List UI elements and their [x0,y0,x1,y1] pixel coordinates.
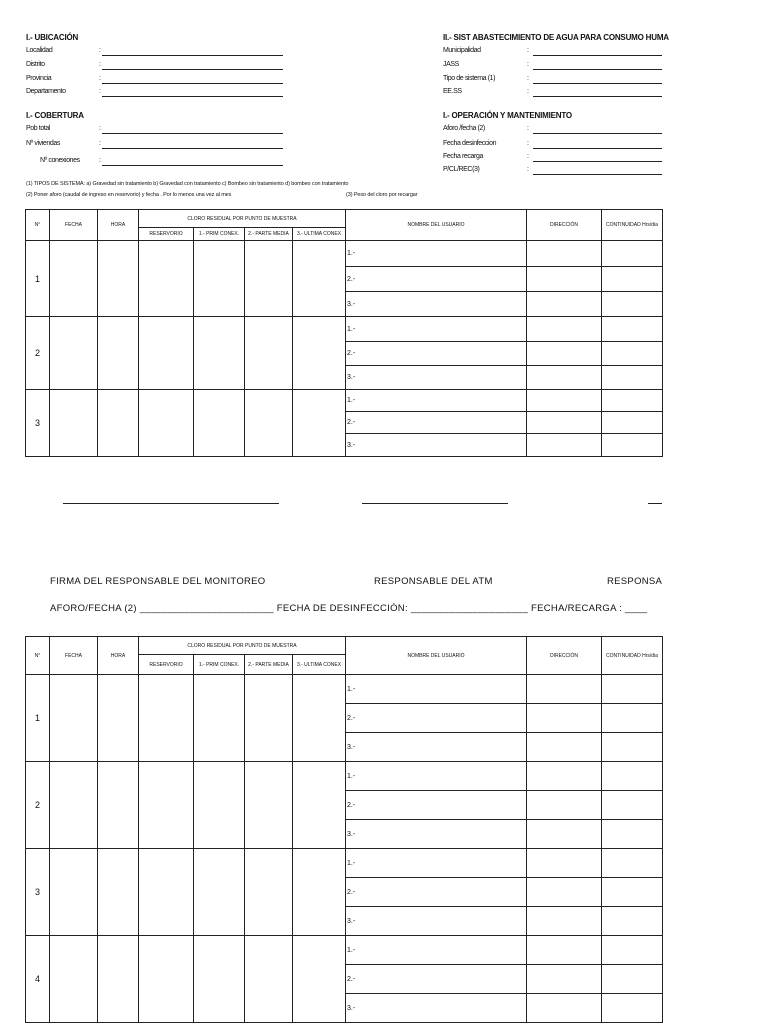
data-entry-cell[interactable] [293,390,346,457]
header-direccion: DIRECCIÓN [527,210,602,241]
data-entry-cell[interactable] [50,241,98,317]
header-nombre-usuario: NOMBRE DEL USUARIO [346,210,527,241]
usuario-cell[interactable]: 2.- [346,791,527,820]
header-fecha: FECHA [50,210,98,241]
usuario-cell[interactable]: 3.- [346,434,527,457]
row-number: 4 [26,936,50,1023]
data-entry-cell[interactable] [293,317,346,390]
continuidad-cell[interactable] [602,267,663,292]
cobertura-field-input-line[interactable] [102,148,283,149]
direccion-cell[interactable] [527,292,602,317]
continuidad-cell[interactable] [602,762,663,791]
data-entry-cell[interactable] [293,675,346,762]
usuario-cell[interactable]: 1.- [346,241,527,267]
direccion-cell[interactable] [527,791,602,820]
signature-line-third[interactable] [648,503,662,504]
signature-line-atm[interactable] [362,503,508,504]
data-entry-cell[interactable] [293,936,346,1023]
abastecimiento-field-colon: : [527,75,529,82]
usuario-cell[interactable]: 3.- [346,366,527,390]
abastecimiento-field-input-line[interactable] [533,69,662,70]
operacion-field-colon: : [527,153,529,160]
direccion-cell[interactable] [527,412,602,434]
header-direccion: DIRECCIÓN [527,637,602,675]
table-header-row [26,210,663,228]
ubicacion-field-colon: : [99,47,101,54]
header-cloro-residual: CLORO RESIDUAL POR PUNTO DE MUESTRA [139,637,346,655]
usuario-cell[interactable]: 2.- [346,878,527,907]
data-entry-cell[interactable] [194,317,245,390]
direccion-cell[interactable] [527,965,602,994]
direccion-cell[interactable] [527,267,602,292]
table-row [26,390,663,412]
abastecimiento-field-input-line[interactable] [533,83,662,84]
direccion-cell[interactable] [527,994,602,1023]
data-entry-cell[interactable] [50,675,98,762]
data-entry-cell[interactable] [245,241,293,317]
header-n: N° [26,210,50,241]
header-hora: HORA [98,637,139,675]
cobertura-field-label: Nº conexiones [40,157,80,164]
data-entry-cell[interactable] [139,317,194,390]
data-entry-cell[interactable] [194,390,245,457]
cobertura-field-label: Pob total [26,125,51,132]
continuidad-cell[interactable] [602,878,663,907]
operacion-field-colon: : [527,140,529,147]
ubicacion-field-label: Distrito [26,61,45,68]
table-row [26,849,663,878]
data-entry-cell[interactable] [50,762,98,849]
header-cloro-residual: CLORO RESIDUAL POR PUNTO DE MUESTRA [139,210,346,228]
usuario-cell[interactable]: 1.- [346,762,527,791]
monitoring-table-bottom [25,636,663,1023]
operacion-title: I.- OPERACIÓN Y MANTENIMIENTO [443,111,572,120]
continuidad-cell[interactable] [602,241,663,267]
data-entry-cell[interactable] [245,762,293,849]
direccion-cell[interactable] [527,907,602,936]
abastecimiento-field-label: Municipalidad [443,47,481,54]
data-entry-cell[interactable] [194,675,245,762]
table-row [26,241,663,267]
header-hora: HORA [98,210,139,241]
ubicacion-field-label: Departamento [26,88,66,95]
operacion-field-colon: : [527,166,529,173]
table-header-row [26,637,663,655]
abastecimiento-field-label: Tipo de sistema (1) [443,75,496,82]
usuario-cell[interactable]: 1.- [346,390,527,412]
direccion-cell[interactable] [527,317,602,342]
ubicacion-field-input-line[interactable] [102,83,283,84]
cobertura-field-label: Nº viviendas [26,140,60,147]
data-entry-cell[interactable] [139,390,194,457]
header-ultima-conex: 3.- ULTIMA CONEX [293,228,346,241]
row-number: 1 [26,675,50,762]
continuidad-cell[interactable] [602,412,663,434]
data-entry-cell[interactable] [98,390,139,457]
header-reservorio: RESERVORIO [139,655,194,675]
header-parte-media: 2.- PARTE MEDIA [245,228,293,241]
cobertura-field-colon: : [99,125,101,132]
data-entry-cell[interactable] [245,849,293,936]
operacion-field-input-line[interactable] [533,148,662,149]
direccion-cell[interactable] [527,936,602,965]
data-entry-cell[interactable] [98,849,139,936]
cobertura-field-input-line[interactable] [102,165,283,166]
direccion-cell[interactable] [527,733,602,762]
usuario-cell[interactable]: 2.- [346,342,527,366]
data-entry-cell[interactable] [50,317,98,390]
data-entry-cell[interactable] [245,936,293,1023]
direccion-cell[interactable] [527,434,602,457]
continuidad-cell[interactable] [602,965,663,994]
data-entry-cell[interactable] [194,849,245,936]
aforo-fecha-line: AFORO/FECHA (2) ________________________ FECHA DE DESINFECCIÓN: _____________________ FECHA/RECARGA : ____ [50,603,648,614]
direccion-cell[interactable] [527,762,602,791]
usuario-cell[interactable]: 2.- [346,412,527,434]
row-number: 3 [26,849,50,936]
data-entry-cell[interactable] [139,762,194,849]
data-entry-cell[interactable] [245,317,293,390]
abastecimiento-title: II.- SIST ABASTECIMIENTO DE AGUA PARA CONSUMO HUMA [443,33,669,42]
usuario-cell[interactable]: 1.- [346,675,527,704]
usuario-cell[interactable]: 3.- [346,994,527,1023]
data-entry-cell[interactable] [293,849,346,936]
direccion-cell[interactable] [527,390,602,412]
usuario-cell[interactable]: 2.- [346,965,527,994]
direccion-cell[interactable] [527,704,602,733]
table-row [26,936,663,965]
data-entry-cell[interactable] [139,936,194,1023]
data-entry-cell[interactable] [50,849,98,936]
header-nombre-usuario: NOMBRE DEL USUARIO [346,637,527,675]
ubicacion-field-input-line[interactable] [102,96,283,97]
header-prim-conex: 1.- PRIM CONEX. [194,655,245,675]
ubicacion-field-colon: : [99,61,101,68]
ubicacion-field-colon: : [99,75,101,82]
data-entry-cell[interactable] [293,241,346,317]
usuario-cell[interactable]: 2.- [346,704,527,733]
note-peso-cloro: (3) Peso del cloro por recargar [346,192,418,198]
continuidad-cell[interactable] [602,704,663,733]
operacion-field-label: Fecha recarga [443,153,483,160]
abastecimiento-field-label: EE.SS [443,88,462,95]
header-reservorio: RESERVORIO [139,228,194,241]
operacion-field-colon: : [527,125,529,132]
operacion-field-label: Fecha desinfeccion [443,140,497,147]
row-number: 2 [26,317,50,390]
usuario-cell[interactable]: 1.- [346,936,527,965]
data-entry-cell[interactable] [194,936,245,1023]
data-entry-cell[interactable] [98,762,139,849]
usuario-cell[interactable]: 2.- [346,267,527,292]
ubicacion-field-input-line[interactable] [102,69,283,70]
data-entry-cell[interactable] [194,241,245,317]
continuidad-cell[interactable] [602,390,663,412]
header-ultima-conex: 3.- ULTIMA CONEX [293,655,346,675]
operacion-field-label: P/CL/REC(3) [443,166,480,173]
continuidad-cell[interactable] [602,820,663,849]
signature-line-monitoreo[interactable] [63,503,279,504]
data-entry-cell[interactable] [98,936,139,1023]
header-parte-media: 2.- PARTE MEDIA [245,655,293,675]
table-row [26,317,663,342]
ubicacion-field-input-line[interactable] [102,55,283,56]
operacion-field-input-line[interactable] [533,161,662,162]
monitoring-table-top [25,209,663,457]
data-entry-cell[interactable] [50,390,98,457]
cobertura-field-colon: : [99,140,101,147]
continuidad-cell[interactable] [602,292,663,317]
data-entry-cell[interactable] [245,675,293,762]
data-entry-cell[interactable] [98,675,139,762]
continuidad-cell[interactable] [602,907,663,936]
continuidad-cell[interactable] [602,791,663,820]
data-entry-cell[interactable] [139,675,194,762]
row-number: 2 [26,762,50,849]
responsable-truncated: RESPONSA [607,576,663,587]
abastecimiento-field-label: JASS [443,61,459,68]
note-aforo: (2) Poner aforo (caudal de ingreso en reservorio) y fecha . Por lo menos una vez al mes [26,192,232,198]
header-prim-conex: 1.- PRIM CONEX. [194,228,245,241]
ubicacion-field-colon: : [99,88,101,95]
continuidad-cell[interactable] [602,936,663,965]
ubicacion-field-label: Localidad [26,47,53,54]
header-continuidad: CONTINUIDAD Hrs/dia [602,210,663,241]
header-n: N° [26,637,50,675]
row-number: 3 [26,390,50,457]
abastecimiento-field-colon: : [527,88,529,95]
cobertura-title: I.- COBERTURA [26,111,84,120]
continuidad-cell[interactable] [602,994,663,1023]
data-entry-cell[interactable] [98,241,139,317]
usuario-cell[interactable]: 3.- [346,820,527,849]
abastecimiento-field-input-line[interactable] [533,55,662,56]
data-entry-cell[interactable] [98,317,139,390]
continuidad-cell[interactable] [602,342,663,366]
operacion-field-input-line[interactable] [533,133,662,134]
data-entry-cell[interactable] [139,241,194,317]
operacion-field-label: Aforo /fecha (2) [443,125,485,132]
header-continuidad: CONTINUIDAD Hrs/dia [602,637,663,675]
data-entry-cell[interactable] [293,762,346,849]
direccion-cell[interactable] [527,820,602,849]
operacion-field-input-line[interactable] [533,174,662,175]
abastecimiento-field-colon: : [527,61,529,68]
data-entry-cell[interactable] [50,936,98,1023]
table-row [26,675,663,704]
abastecimiento-field-input-line[interactable] [533,96,662,97]
ubicacion-title: I.- UBICACIÓN [26,33,79,42]
usuario-cell[interactable]: 3.- [346,733,527,762]
cobertura-field-colon: : [99,157,101,164]
header-fecha: FECHA [50,637,98,675]
row-number: 1 [26,241,50,317]
continuidad-cell[interactable] [602,366,663,390]
continuidad-cell[interactable] [602,317,663,342]
abastecimiento-field-colon: : [527,47,529,54]
direccion-cell[interactable] [527,849,602,878]
continuidad-cell[interactable] [602,675,663,704]
firma-responsable-monitoreo: FIRMA DEL RESPONSABLE DEL MONITOREO [50,576,266,587]
continuidad-cell[interactable] [602,849,663,878]
table-row [26,762,663,791]
usuario-cell[interactable]: 3.- [346,292,527,317]
ubicacion-field-label: Provincia [26,75,52,82]
continuidad-cell[interactable] [602,434,663,457]
direccion-cell[interactable] [527,342,602,366]
usuario-cell[interactable]: 1.- [346,317,527,342]
continuidad-cell[interactable] [602,733,663,762]
data-entry-cell[interactable] [194,762,245,849]
responsable-atm: RESPONSABLE DEL ATM [374,576,493,587]
data-entry-cell[interactable] [245,390,293,457]
direccion-cell[interactable] [527,241,602,267]
note-tipos-sistema: (1) TIPOS DE SISTEMA: a) Gravedad sin tratamiento b) Gravedad con tratamiento c) Bombeo sin tratamiento d) bombeo con tratamiento [26,181,349,187]
direccion-cell[interactable] [527,878,602,907]
direccion-cell[interactable] [527,366,602,390]
usuario-cell[interactable]: 1.- [346,849,527,878]
data-entry-cell[interactable] [139,849,194,936]
cobertura-field-input-line[interactable] [102,133,283,134]
usuario-cell[interactable]: 3.- [346,907,527,936]
direccion-cell[interactable] [527,675,602,704]
